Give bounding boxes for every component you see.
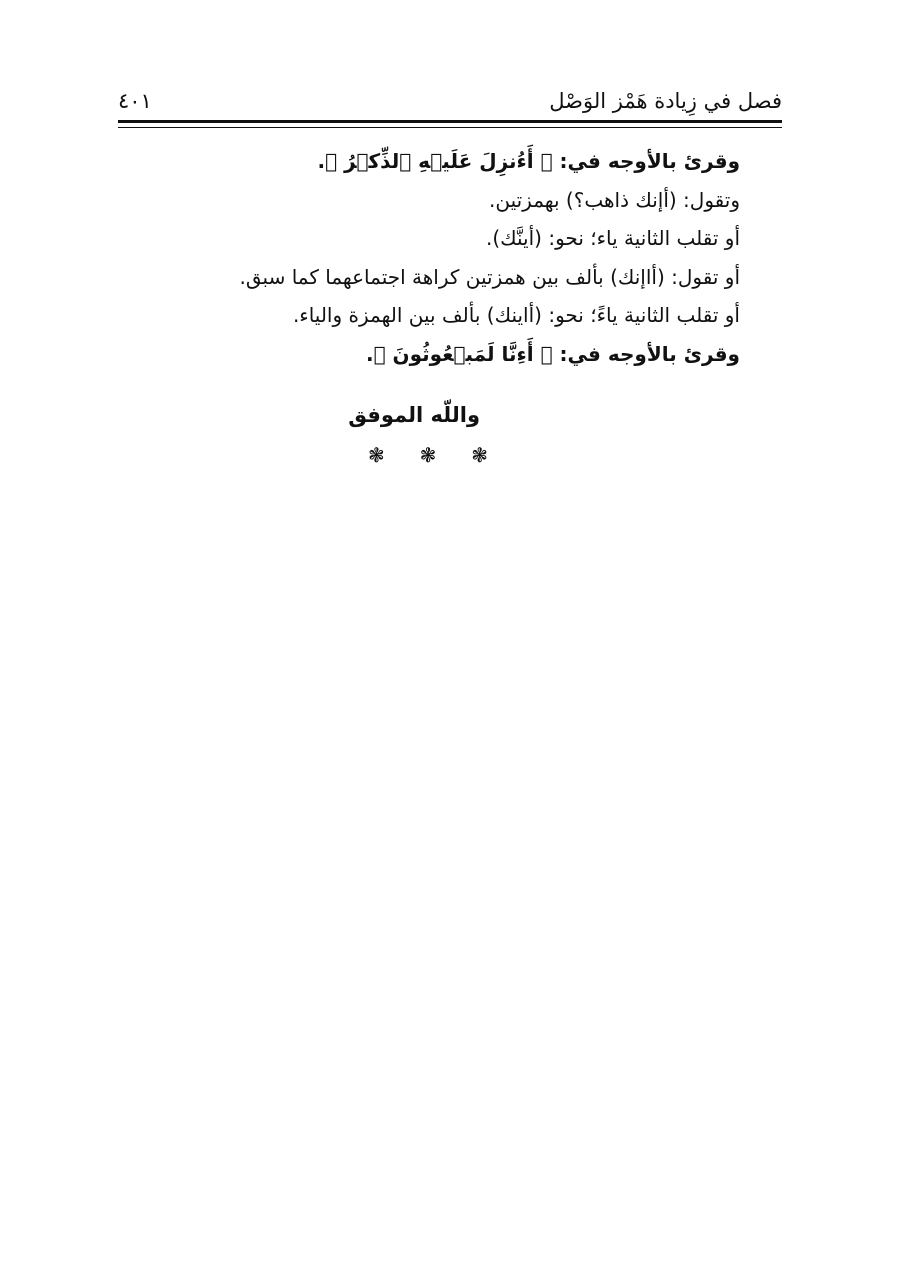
asterism-icon: ❃ (368, 443, 385, 467)
page-number: ٤٠١ (118, 89, 152, 113)
header-rule-thin (118, 127, 782, 128)
asterism-icon: ❃ (419, 443, 437, 467)
text-line-5: أو تقلب الثانية ياءً؛ نحو: (أاينك) بألف بين الهمزة والياء. (292, 303, 740, 327)
page-header (118, 84, 782, 120)
text-line-2: وتقول: (أإنك ذاهب؟) بهمزتين. (489, 187, 740, 212)
text-line-3: أو تقلب الثانية ياء؛ نحو: (أينَّك). (486, 226, 740, 250)
closing-phrase: واللّه الموفق (348, 403, 480, 427)
text-line-4: أو تقول: (أاإنك) بألف بين همزتين كراهة اجتماعهما كما سبق. (239, 264, 740, 289)
body-text (160, 142, 740, 373)
text-line-6: وقرئ بالأوجه في: ﴿ أَءِنَّا لَمَبۡعُوثُونَ ﴾. (365, 341, 740, 366)
running-title: فصل في زِيادة هَمْز الوَصْل (549, 89, 782, 113)
header-rule-thick (118, 120, 782, 123)
asterism-icon: ❃ (471, 443, 488, 467)
section-separator (368, 440, 488, 470)
text-line-1: وقرئ بالأوجه في: ﴿ أَءُنزِلَ عَلَيۡهِ ٱلذِّكۡرُ ﴾. (317, 149, 740, 173)
